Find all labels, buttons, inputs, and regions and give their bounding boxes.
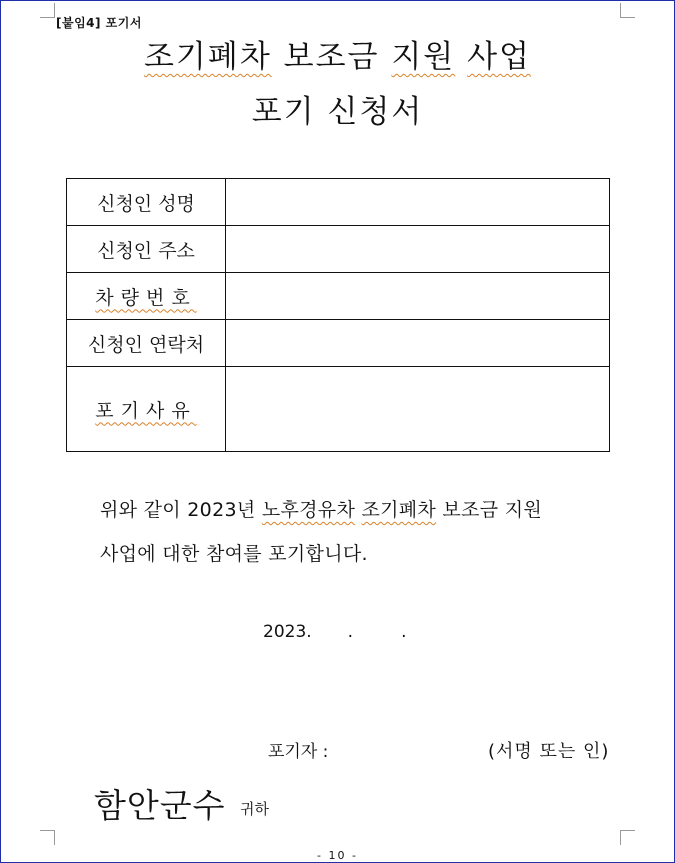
statement-line1: [100, 495, 620, 522]
signer-label: 포기자 :: [268, 742, 329, 762]
application-form-table: [66, 178, 610, 452]
date-day: .: [401, 622, 407, 642]
form-row-vehicle: [67, 273, 610, 320]
label-applicant-contact: 신청인 연락처: [67, 320, 226, 367]
field-applicant-contact[interactable]: [226, 320, 610, 367]
label-applicant-address: 신청인 주소: [67, 226, 226, 273]
signature-note: (서명 또는 인): [488, 741, 610, 762]
title-word-2: 보조금: [283, 39, 380, 75]
field-vehicle-number[interactable]: [226, 273, 610, 320]
statement-text-a: 위와 같이 2023년: [100, 499, 262, 521]
crop-mark-top-right: [620, 3, 635, 18]
label-vehicle-number-text: 차량번호: [95, 286, 197, 309]
date-year: 2023.: [263, 622, 312, 642]
statement-text-d: 조기폐차: [361, 499, 437, 521]
form-row-address: [67, 226, 610, 273]
document-title-line1: [0, 37, 675, 77]
statement-text-e: 보조금 지원: [436, 499, 543, 521]
recipient-name: 함안군수: [94, 786, 226, 825]
title-word-1: 조기폐차: [143, 39, 272, 75]
form-row-reason: [67, 367, 610, 452]
label-withdrawal-reason-text: 포기사유: [95, 399, 197, 422]
date-month: .: [347, 622, 354, 642]
page-number: - 10 -: [317, 849, 358, 862]
label-withdrawal-reason: [67, 367, 226, 452]
label-vehicle-number: [67, 273, 226, 320]
form-row-name: [67, 179, 610, 226]
crop-mark-bottom-right: [620, 830, 635, 845]
crop-mark-top-left: [40, 3, 55, 18]
recipient-honorific: 귀하: [240, 800, 269, 818]
date-line: [263, 622, 406, 642]
field-applicant-address[interactable]: [226, 226, 610, 273]
crop-mark-bottom-left: [40, 830, 55, 845]
attachment-tag: [붙임4] 포기서: [56, 16, 142, 30]
form-row-contact: [67, 320, 610, 367]
label-applicant-name: 신청인 성명: [67, 179, 226, 226]
statement-text-b: 노후경유차: [261, 499, 356, 521]
field-withdrawal-reason[interactable]: [226, 367, 610, 452]
statement-line2: 사업에 대한 참여를 포기합니다.: [100, 543, 368, 565]
field-applicant-name[interactable]: [226, 179, 610, 226]
title-word-4: 사업: [467, 39, 532, 75]
document-title-line2: 포기 신청서: [251, 94, 424, 130]
title-word-3: 지원: [391, 39, 456, 75]
